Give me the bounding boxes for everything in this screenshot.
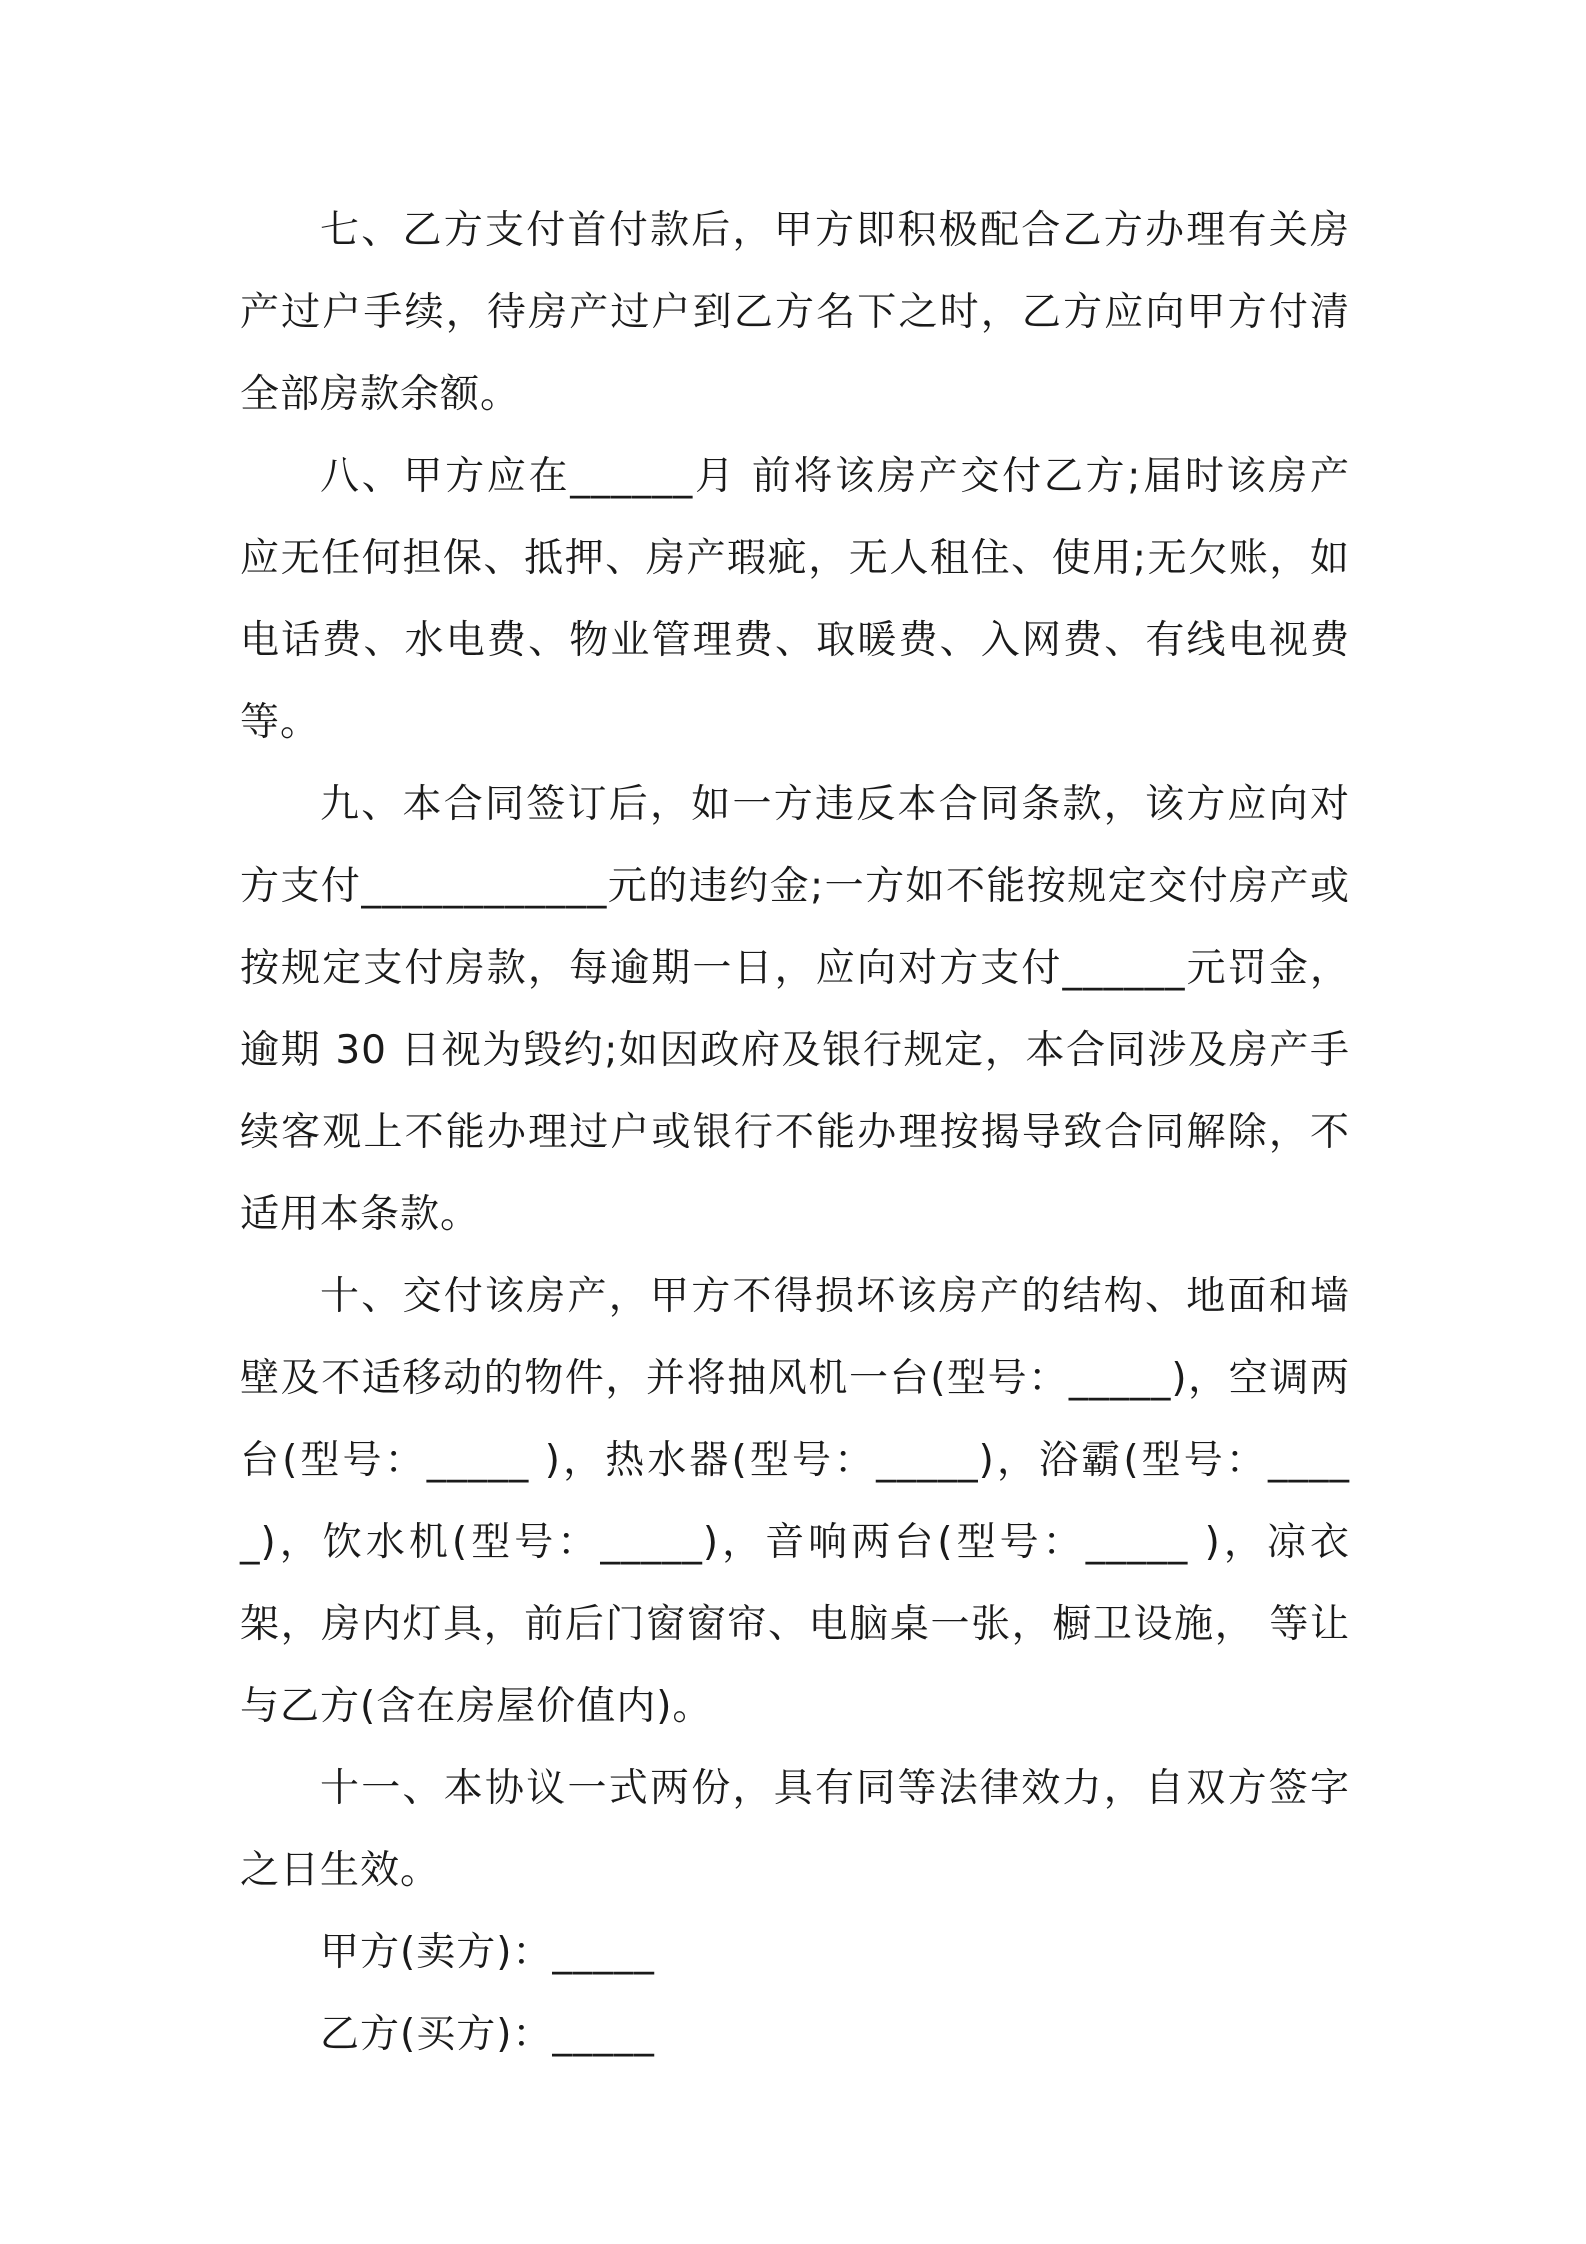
clause-10: 十、交付该房产，甲方不得损坏该房产的结构、地面和墙壁及不适移动的物件，并将抽风机一台(型号：_____)，空调两台(型号：_____ )，热水器(型号：_____)，浴霸(型号：_____)，饮水机(型号：_____)，音响两台(型号：_____ )，凉衣架，房内灯具，前后门窗窗帘、电脑桌一张，橱卫设施， 等让与乙方(含在房屋价值内)。 xyxy=(240,1274,1350,1729)
party-a-signature-line: 甲方(卖方)：_____ xyxy=(320,1930,655,1975)
clause-11: 十一、本协议一式两份，具有同等法律效力，自双方签字之日生效。 xyxy=(240,1766,1350,1893)
clause-8: 八、甲方应在______月 前将该房产交付乙方;届时该房产应无任何担保、抵押、房产瑕疵，无人租住、使用;无欠账，如电话费、水电费、物业管理费、取暖费、入网费、有线电视费等。 xyxy=(240,454,1350,745)
clause-7: 七、乙方支付首付款后，甲方即积极配合乙方办理有关房产过户手续，待房产过户到乙方名下之时，乙方应向甲方付清全部房款余额。 xyxy=(240,208,1350,417)
document-body xyxy=(240,190,1350,2076)
party-b-signature-line: 乙方(买方)：_____ xyxy=(320,2012,655,2057)
clause-9: 九、本合同签订后，如一方违反本合同条款，该方应向对方支付____________元的违约金;一方如不能按规定交付房产或按规定支付房款，每逾期一日，应向对方支付______元罚金，逾期 30 日视为毁约;如因政府及银行规定，本合同涉及房产手续客观上不能办理过户或银行不能办理按揭导致合同解除，不适用本条款。 xyxy=(240,782,1350,1237)
